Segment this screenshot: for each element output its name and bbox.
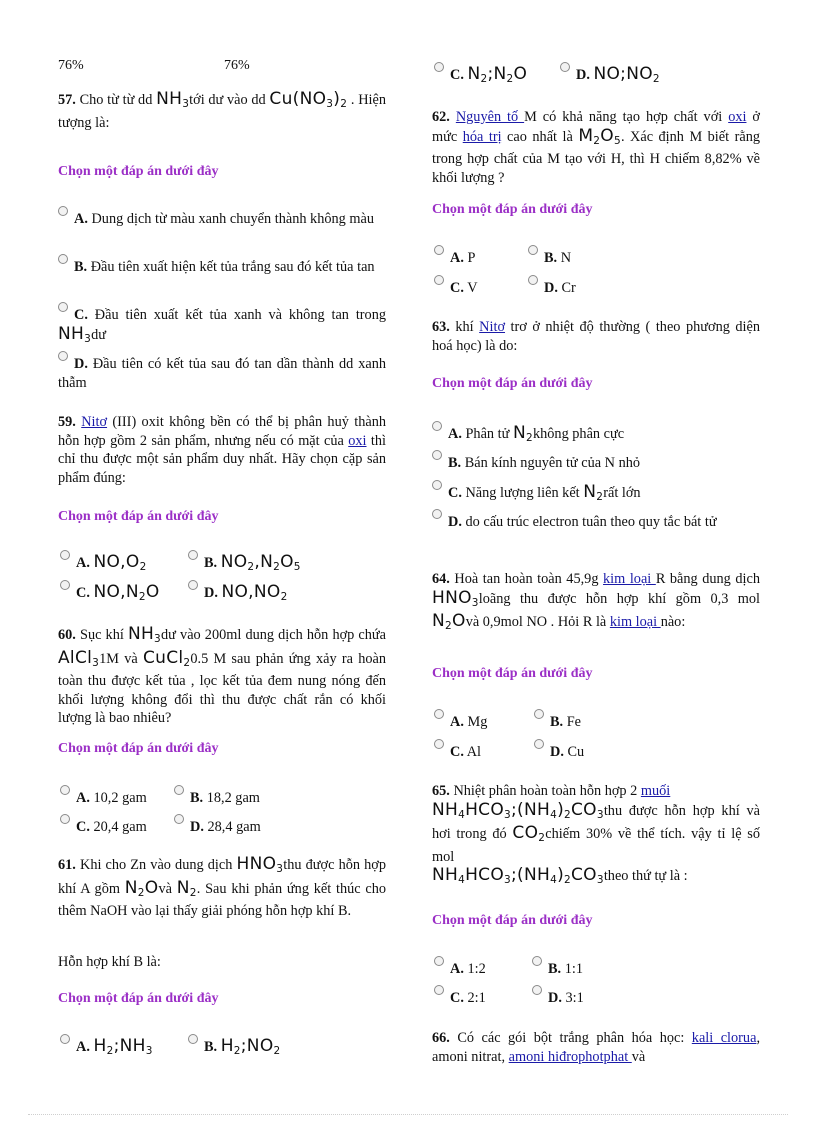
question-65: 65. Nhiệt phân hoàn toàn hỗn hợp 2 muối $NH_4HCO_3;(NH_4)_2CO_3thu$ được hỗn hợp khí và hơi trong đó $CO_2chiếm$ 30% về thể tích. vậy tỉ lệ số mol $NH_4HCO_3;(NH_4)_2CO_3theo$ thứ tự là : [432, 783, 760, 886]
option-62-d[interactable]: D. Cr [528, 280, 576, 297]
formula-nh3: $NH_3$ [156, 89, 190, 110]
radio-icon[interactable] [528, 275, 538, 285]
option-59-c[interactable]: C. $NO,N_2O$ [60, 582, 160, 603]
pick-label-59: Chọn một đáp án dưới đây [58, 509, 219, 524]
radio-icon[interactable] [188, 580, 198, 590]
radio-icon[interactable] [60, 580, 70, 590]
radio-icon[interactable] [58, 254, 68, 264]
pick-label-61: Chọn một đáp án dưới đây [58, 991, 219, 1006]
pick-label-60: Chọn một đáp án dưới đây [58, 741, 219, 756]
radio-icon[interactable] [432, 421, 442, 431]
question-57-text: 57. Cho từ từ dd $NH_3tới$ dư vào dd $Cu(NO_3)_2$ . Hiện tượng là: [58, 89, 387, 131]
question-64: 64. Hoà tan hoàn toàn 45,9g kim loại R bằng dung dịch $HNO_3loãng$ thu được hỗn hợp khí gồm 0,3 mol $N_2Ovà$ 0,9mol NO . Hỏi R là kim loại nào: [432, 571, 760, 632]
radio-icon[interactable] [532, 956, 542, 966]
option-61-b[interactable]: B. $H_2;NO_2$ [188, 1036, 281, 1057]
option-64-d[interactable]: D. Cu [534, 744, 584, 761]
link-nguyen-to[interactable]: Nguyên tố [455, 109, 525, 125]
radio-icon[interactable] [174, 785, 184, 795]
link-oxi[interactable]: oxi [348, 432, 367, 449]
option-61-a[interactable]: A. $H_2;NH_3$ [60, 1036, 153, 1057]
radio-icon[interactable] [434, 245, 444, 255]
option-59-a[interactable]: A. $NO,O_2$ [60, 552, 147, 573]
radio-icon[interactable] [434, 709, 444, 719]
radio-icon[interactable] [188, 1034, 198, 1044]
radio-icon[interactable] [58, 302, 68, 312]
radio-icon[interactable] [60, 550, 70, 560]
option-65-d[interactable]: D. 3:1 [532, 990, 584, 1007]
option-60-d[interactable]: D. 28,4 gam [174, 819, 261, 836]
option-62-a[interactable]: A. P [434, 250, 475, 267]
option-60-c[interactable]: C. 20,4 gam [60, 819, 147, 836]
option-57-c[interactable]: C. Đầu tiên xuất kết tủa xanh và không tan trong $NH_3dư$ [58, 306, 386, 348]
option-59-b[interactable]: B. $NO_2,N_2O_5$ [188, 552, 301, 573]
question-57 [58, 90, 386, 132]
formula-cu-no3-2: $Cu(NO_3)_2$ [269, 89, 348, 110]
option-61-d[interactable]: D. $NO;NO_2$ [560, 64, 660, 85]
option-65-a[interactable]: A. 1:2 [434, 961, 486, 978]
radio-icon[interactable] [60, 1034, 70, 1044]
link-nito[interactable]: Nitơ [479, 319, 506, 335]
radio-icon[interactable] [534, 709, 544, 719]
radio-icon[interactable] [532, 985, 542, 995]
option-64-b[interactable]: B. Fe [534, 714, 581, 731]
option-60-b[interactable]: B. 18,2 gam [174, 790, 260, 807]
option-63-c[interactable]: C. Năng lượng liên kết $N_2rất$ lớn [432, 483, 760, 507]
link-kim-loai[interactable]: kim loại [609, 614, 661, 630]
option-64-a[interactable]: A. Mg [434, 714, 487, 731]
formula-ammonium-salts: $NH_4HCO_3;(NH_4)_2CO_3$ [432, 865, 604, 886]
link-muoi[interactable]: muối [640, 783, 671, 799]
percent-a: 76% [58, 58, 84, 73]
option-65-b[interactable]: B. 1:1 [532, 961, 583, 978]
pick-label-64: Chọn một đáp án dưới đây [432, 666, 593, 681]
link-hoa-tri[interactable]: hóa trị [462, 128, 502, 145]
option-63-a[interactable]: A. Phân tử $N_2không$ phân cực [432, 424, 760, 448]
option-62-c[interactable]: C. V [434, 280, 478, 297]
radio-icon[interactable] [58, 351, 68, 361]
option-59-d[interactable]: D. $NO,NO_2$ [188, 582, 288, 603]
radio-icon[interactable] [434, 62, 444, 72]
question-63: 63. khí Nitơ trơ ở nhiệt độ thường ( theo phương diện hoá học) là do: [432, 319, 760, 354]
link-oxi[interactable]: oxi [728, 109, 747, 125]
radio-icon[interactable] [434, 739, 444, 749]
option-57-a[interactable]: A. Dung dịch từ màu xanh chuyển thành không màu [58, 210, 386, 229]
radio-icon[interactable] [560, 62, 570, 72]
radio-icon[interactable] [432, 509, 442, 519]
radio-icon[interactable] [434, 275, 444, 285]
radio-icon[interactable] [174, 814, 184, 824]
option-63-b[interactable]: B. Bán kính nguyên tử của N nhỏ [432, 454, 760, 473]
option-57-b[interactable]: B. Đầu tiên xuất hiện kết tủa trắng sau đó kết tủa tan [58, 258, 386, 277]
option-63-d[interactable]: D. do cấu trúc electron tuân theo quy tắc bát tử [432, 513, 760, 532]
radio-icon[interactable] [434, 956, 444, 966]
option-61-c[interactable]: C. $N_2;N_2O$ [434, 64, 527, 85]
percent-b: 76% [224, 58, 250, 73]
question-60: 60. Sục khí $NH_3dư$ vào 200ml dung dịch hỗn hợp chứa AlCl$_3$1M và CuCl$_2$0.5 M sau phản ứng xảy ra hoàn toàn thu được kết tủa , lọc kết tủa đem nung nóng đến khối lượng không đổi thì thu được chất rắn có khối lượng là bao nhiêu? [58, 624, 387, 726]
question-66: 66. Có các gói bột trắng phân hóa học: kali clorua, amoni nitrat, amoni hiđrophotphat và [432, 1030, 761, 1065]
link-kali-clorua[interactable]: kali clorua [691, 1030, 757, 1046]
question-59: 59. Nitơ (III) oxit không bền có thể bị phân huỷ thành hỗn hợp gồm 2 sản phẩm, nhưng nếu có mặt của oxi thì chỉ thu được một sản phẩm duy nhất. Hãy chọn cặp sản phẩm đúng: [58, 414, 386, 486]
radio-icon[interactable] [188, 550, 198, 560]
link-kim-loai[interactable]: kim loại [603, 571, 656, 587]
radio-icon[interactable] [528, 245, 538, 255]
pick-label-62: Chọn một đáp án dưới đây [432, 202, 593, 217]
radio-icon[interactable] [432, 480, 442, 490]
question-61: 61. Khi cho Zn vào dung dịch $HNO_3thu$ được hỗn hợp khí A gồm $N_2Ovà$ $N_2$. Sau khi phản ứng kết thúc cho thêm NaOH vào lại thấy giải phóng hỗn hợp khí B. [58, 854, 387, 919]
radio-icon[interactable] [534, 739, 544, 749]
radio-icon[interactable] [58, 206, 68, 216]
formula-ammonium-salts: $NH_4HCO_3;(NH_4)_2CO_3$ [432, 799, 604, 821]
question-62: 62. Nguyên tố M có khả năng tạo hợp chất với oxi ở mức hóa trị cao nhất là $M_2O_5$. Xác định M biết rằng trong hợp chất của M tạo với H, thì H chiếm 8,82% về khối lượng ? [432, 109, 760, 186]
radio-icon[interactable] [432, 450, 442, 460]
link-nito[interactable]: Nitơ [81, 414, 108, 430]
pick-label-63: Chọn một đáp án dưới đây [432, 376, 593, 391]
link-amoni-hidrophotphat[interactable]: amoni hiđrophotphat [508, 1048, 632, 1065]
option-62-b[interactable]: B. N [528, 250, 571, 267]
option-60-a[interactable]: A. 10,2 gam [60, 790, 147, 807]
radio-icon[interactable] [60, 785, 70, 795]
question-61-subtext: Hỗn hợp khí B là: [58, 954, 161, 970]
option-64-c[interactable]: C. Al [434, 744, 481, 761]
pick-label-65: Chọn một đáp án dưới đây [432, 913, 593, 928]
page-divider [28, 1114, 788, 1115]
option-65-c[interactable]: C. 2:1 [434, 990, 486, 1007]
radio-icon[interactable] [60, 814, 70, 824]
radio-icon[interactable] [434, 985, 444, 995]
pick-label-57: Chọn một đáp án dưới đây [58, 164, 219, 179]
option-57-d[interactable]: D. Đầu tiên có kết tủa sau đó tan dần thành dd xanh thẫm [58, 355, 386, 392]
